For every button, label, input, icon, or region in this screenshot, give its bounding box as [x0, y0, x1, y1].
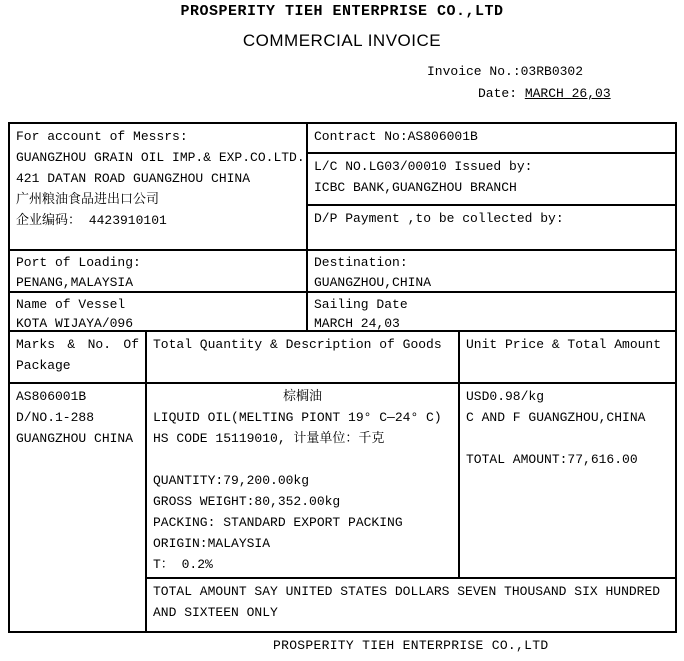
goods-body-right [147, 384, 675, 631]
goods-header-price [460, 332, 675, 382]
description-price-row [147, 384, 675, 579]
company-title: PROSPERITY TIEH ENTERPRISE CO.,LTD [180, 3, 504, 20]
account-label: For account of Messrs: [16, 129, 188, 144]
description-line: GROSS WEIGHT:80,352.00kg [153, 494, 341, 509]
section-ports [10, 251, 675, 293]
goods-header-price-label: Unit Price & Total Amount [466, 337, 662, 352]
payment-terms-cell [308, 206, 675, 249]
marks-line: D/NO.1-288 [16, 410, 95, 425]
sailing-date-cell [308, 293, 675, 330]
invoice-number-line [427, 64, 583, 79]
port-of-loading-cell [10, 251, 308, 291]
date-value: MARCH 26,03 [524, 86, 611, 101]
sailing-date-value: MARCH 24,03 [314, 316, 400, 330]
goods-header-description-label: Total Quantity & Description of Goods [153, 337, 442, 352]
port-of-loading-label: Port of Loading: [16, 255, 141, 270]
contract-cell [308, 124, 675, 154]
vessel-value: KOTA WIJAYA/096 [16, 316, 134, 330]
marks-cell [10, 384, 147, 631]
product-name-cn: 棕榈油 [282, 389, 322, 404]
unit-price-line: USD0.98/kg [466, 389, 545, 404]
goods-header-marks-line2: Package [16, 358, 71, 373]
section-parties [10, 124, 675, 251]
account-enterprise-code: 企业编码： 4423910101 [16, 213, 167, 228]
port-of-loading-value: PENANG,MALAYSIA [16, 275, 134, 290]
document-title: COMMERCIAL INVOICE [242, 31, 442, 50]
invoice-table [8, 122, 677, 633]
invoice-number-value: 03RB0302 [520, 64, 584, 79]
account-address: 421 DATAN ROAD GUANGZHOU CHINA [16, 171, 251, 186]
price-cell [460, 384, 675, 577]
section-vessel [10, 293, 675, 332]
description-cell [147, 384, 460, 577]
destination-cell [308, 251, 675, 291]
total-amount-line: TOTAL AMOUNT:77,616.00 [466, 452, 638, 467]
lc-issuing-bank: ICBC BANK,GUANGZHOU BRANCH [314, 180, 517, 195]
sailing-date-label: Sailing Date [314, 297, 408, 312]
description-line: T： 0.2% [153, 557, 213, 572]
total-amount-in-words: TOTAL AMOUNT SAY UNITED STATES DOLLARS SEVEN THOUSAND SIX HUNDRED AND SIXTEEN ONLY [153, 584, 661, 620]
destination-value: GUANGZHOU,CHINA [314, 275, 432, 290]
marks-line: GUANGZHOU CHINA [16, 431, 134, 446]
description-line: PACKING: STANDARD EXPORT PACKING [153, 515, 403, 530]
description-line: ORIGIN:MALAYSIA [153, 536, 271, 551]
account-cell [10, 124, 308, 249]
total-say-cell [147, 579, 675, 631]
goods-body-row [10, 384, 675, 631]
contract-lc-payment-stack [308, 124, 675, 249]
invoice-number-label: Invoice No.: [427, 64, 521, 79]
price-blank-line [466, 428, 669, 449]
description-line: LIQUID OIL(MELTING PIONT 19° C—24° C) [153, 410, 442, 425]
description-line: HS CODE 15119010, 计量单位：千克 [153, 431, 385, 446]
vessel-label: Name of Vessel [16, 297, 126, 312]
date-line [478, 86, 611, 101]
goods-header-marks [10, 332, 147, 382]
marks-line: AS806001B [16, 389, 87, 404]
destination-label: Destination: [314, 255, 408, 270]
goods-header-row [10, 332, 675, 384]
account-name-cn: 广州粮油食品进出口公司 [16, 192, 160, 207]
vessel-cell [10, 293, 308, 330]
payment-terms: D/P Payment ,to be collected by: [314, 211, 564, 226]
contract-number: Contract No:AS806001B [314, 129, 478, 144]
lc-cell [308, 154, 675, 206]
goods-header-description [147, 332, 460, 382]
goods-header-marks-line1: Marks & No. Of [16, 337, 139, 352]
description-line: QUANTITY:79,200.00kg [153, 473, 310, 488]
date-label: Date: [478, 86, 525, 101]
footer-company: PROSPERITY TIEH ENTERPRISE CO.,LTD [273, 638, 549, 653]
lc-number: L/C NO.LG03/00010 Issued by: [314, 159, 533, 174]
price-terms-line: C AND F GUANGZHOU,CHINA [466, 410, 646, 425]
description-line [153, 449, 452, 470]
account-name: GUANGZHOU GRAIN OIL IMP.& EXP.CO.LTD. [16, 150, 305, 165]
